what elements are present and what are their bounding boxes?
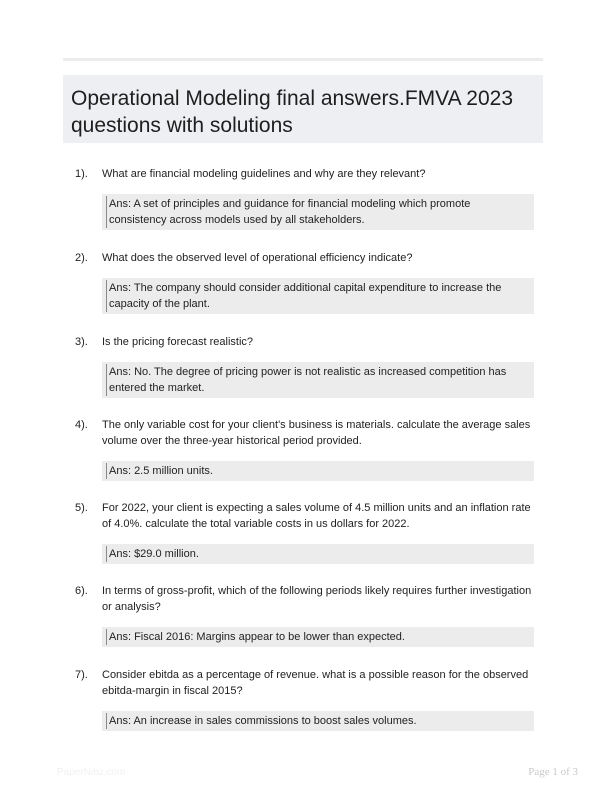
answer-text: Ans: A set of principles and guidance for financial modeling which promote consistency across models used by all stakeholders. <box>106 196 528 228</box>
qa-item-3 <box>63 334 543 398</box>
question-text: Consider ebitda as a percentage of revenue. what is a possible reason for the observed ebitda-margin in fiscal 2015? <box>102 669 529 697</box>
qa-item-5 <box>63 500 543 564</box>
answer-box <box>102 362 534 398</box>
qa-item-7 <box>63 667 543 731</box>
question-text: What does the observed level of operational efficiency indicate? <box>102 252 413 264</box>
qa-item-4 <box>63 417 543 481</box>
answer-text: Ans: 2.5 million units. <box>106 463 528 479</box>
question-number: 7). <box>75 669 88 681</box>
question-number: 6). <box>75 585 88 597</box>
question-number: 3). <box>75 336 88 348</box>
question-text: Is the pricing forecast realistic? <box>102 336 254 348</box>
page-indicator: Page 1 of 3 <box>528 766 578 778</box>
top-divider <box>63 58 543 61</box>
answer-box <box>102 711 534 731</box>
answer-box <box>102 461 534 481</box>
question-number: 5). <box>75 502 88 514</box>
question-number: 2). <box>75 252 88 264</box>
answer-box <box>102 627 534 647</box>
answer-text: Ans: $29.0 million. <box>106 546 528 562</box>
answer-text: Ans: No. The degree of pricing power is not realistic as increased competition has entered the market. <box>106 364 528 396</box>
document-title: Operational Modeling final answers.FMVA 2023 questions with solutions <box>71 87 514 137</box>
qa-item-2 <box>63 250 543 314</box>
answer-text: Ans: An increase in sales commissions to boost sales volumes. <box>106 713 528 729</box>
answer-box <box>102 544 534 564</box>
question-number: 4). <box>75 419 88 431</box>
qa-item-1 <box>63 166 543 230</box>
question-text: The only variable cost for your client's business is materials. calculate the average sales volume over the three-year historical period provided. <box>102 419 531 447</box>
footer-watermark: PaperNibz.com <box>57 767 126 778</box>
qa-item-6 <box>63 583 543 647</box>
question-number: 1). <box>75 168 88 180</box>
answer-box <box>102 194 534 230</box>
answer-box <box>102 278 534 314</box>
question-text: What are financial modeling guidelines and why are they relevant? <box>102 168 426 180</box>
answer-text: Ans: Fiscal 2016: Margins appear to be lower than expected. <box>106 629 528 645</box>
answer-text: Ans: The company should consider additional capital expenditure to increase the capacity of the plant. <box>106 280 528 312</box>
title-banner <box>63 75 543 143</box>
question-text: For 2022, your client is expecting a sales volume of 4.5 million units and an inflation rate of 4.0%. calculate the total variable costs in us dollars for 2022. <box>102 502 531 530</box>
question-text: In terms of gross-profit, which of the following periods likely requires further investigation or analysis? <box>102 585 532 613</box>
